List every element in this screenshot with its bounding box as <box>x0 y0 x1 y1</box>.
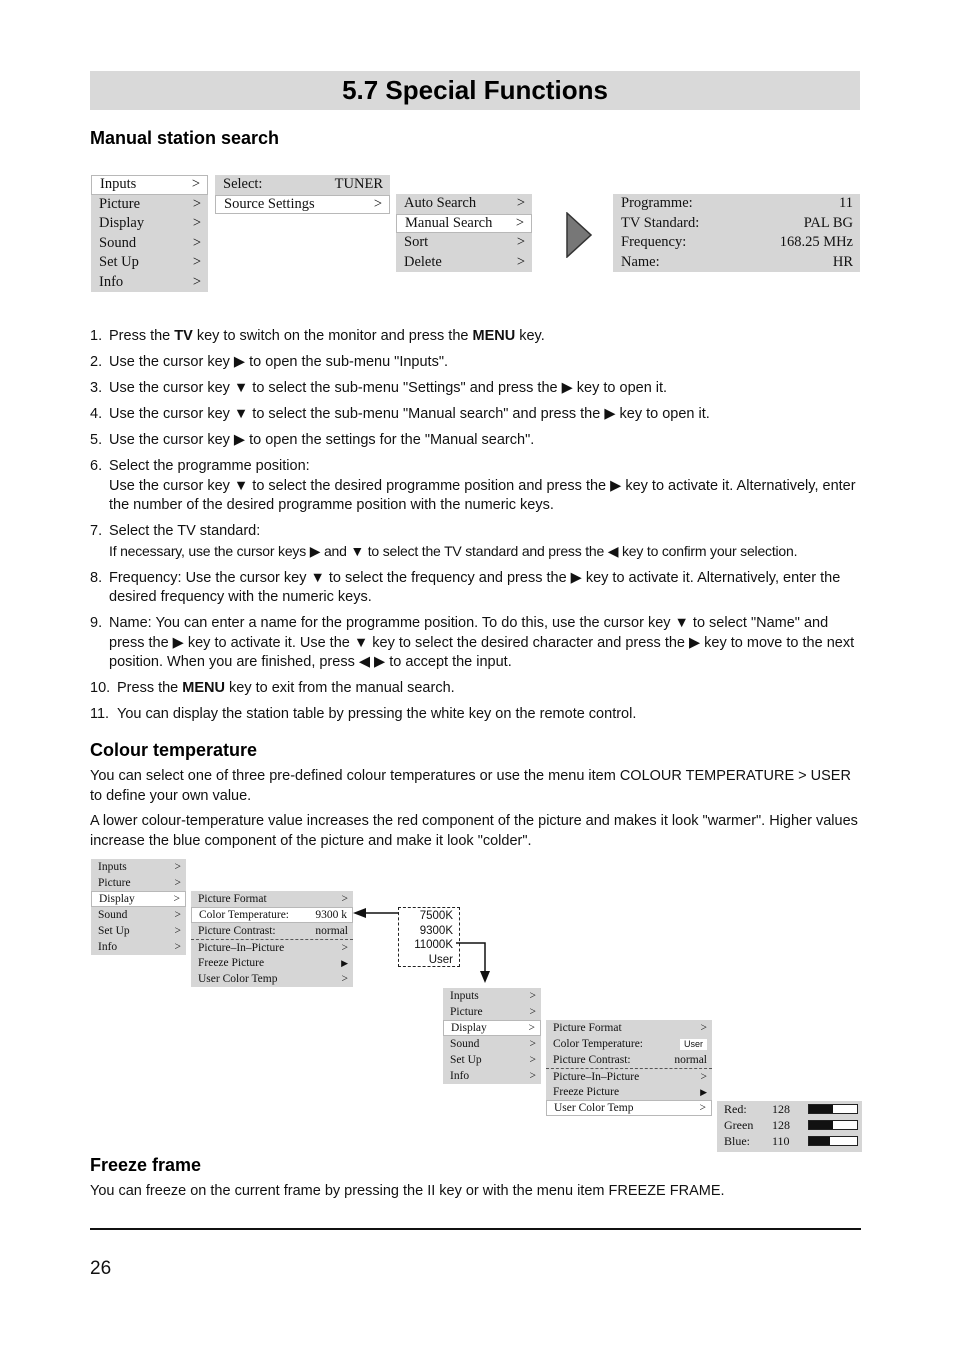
picture-format-item[interactable]: Picture Format > <box>553 1022 707 1034</box>
page-title: 5.7 Special Functions <box>342 75 608 105</box>
colour-paragraph-1: You can select one of three pre-defined colour temperatures or use the menu item COLOUR TEMPERATURE > USER to define your own value. <box>90 768 851 804</box>
list-item: 2. Use the cursor key ▶ to open the sub-menu "Inputs". <box>90 354 449 370</box>
auto-search-item[interactable]: Auto Search > <box>404 195 525 212</box>
arrow-down-icon <box>455 935 495 985</box>
green-row[interactable]: Green 128 <box>717 1117 862 1133</box>
list-item: 10. Press the MENU key to exit from the manual search. <box>90 680 455 696</box>
user-value-box: User <box>680 1039 707 1050</box>
programme-row[interactable]: Programme: 11 <box>621 195 853 212</box>
menu-item-info[interactable]: Info > <box>99 273 201 290</box>
source-settings-row[interactable]: Source Settings > <box>215 195 390 215</box>
delete-item[interactable]: Delete > <box>404 253 525 270</box>
blue-row[interactable]: Blue: 110 <box>717 1133 862 1149</box>
name-row[interactable]: Name: HR <box>621 253 853 270</box>
main-menu-small-a <box>91 859 186 955</box>
color-temperature-item[interactable]: Color Temperature: User <box>546 1036 712 1052</box>
option-7500k[interactable]: 7500K <box>419 910 453 922</box>
inputs-submenu <box>215 175 390 214</box>
play-arrow-icon <box>566 212 592 258</box>
menu-item-sound[interactable]: Sound > <box>99 234 201 251</box>
manual-search-item[interactable]: Manual Search > <box>396 214 532 234</box>
section-heading-colour: Colour temperature <box>90 740 258 760</box>
green-slider[interactable] <box>808 1120 858 1130</box>
list-item: 3. Use the cursor key ▼ to select the sub-menu "Settings" and press the ▶ key to open it. <box>90 380 668 396</box>
picture-contrast-item[interactable]: Picture Contrast: normal <box>198 925 348 937</box>
user-color-temp-item[interactable]: User Color Temp > <box>198 973 348 985</box>
menu-item-setup[interactable]: Set Up > <box>99 254 201 271</box>
arrow-left-icon <box>352 905 402 921</box>
menu-item-picture[interactable]: Picture > <box>450 1006 536 1018</box>
manual-search-panel <box>613 194 860 272</box>
menu-item-display[interactable]: Display > <box>91 891 186 907</box>
pip-item[interactable]: Picture–In–Picture > <box>191 939 353 955</box>
menu-item-inputs[interactable]: Inputs > <box>98 861 181 873</box>
list-item: 4. Use the cursor key ▼ to select the sub-menu "Manual search" and press the ▶ key to open it. <box>90 406 710 422</box>
main-menu <box>91 175 208 292</box>
menu-item-display[interactable]: Display > <box>99 215 201 232</box>
tv-standard-row[interactable]: TV Standard: PAL BG <box>621 214 853 231</box>
footer-divider <box>90 1228 861 1230</box>
colour-paragraph-2: A lower colour-temperature value increases the red component of the picture and makes it look "warmer". Higher values increase the blue component of the picture and make it look "colder". <box>90 813 858 849</box>
menu-item-info[interactable]: Info > <box>98 941 181 953</box>
menu-item-sound[interactable]: Sound > <box>450 1038 536 1050</box>
rgb-panel <box>717 1101 862 1152</box>
page-number: 26 <box>90 1258 112 1279</box>
sort-item[interactable]: Sort > <box>404 234 525 251</box>
pip-item[interactable]: Picture–In–Picture > <box>546 1068 712 1084</box>
menu-item-display[interactable]: Display > <box>443 1020 541 1036</box>
freeze-picture-item[interactable]: Freeze Picture ▶ <box>198 957 348 969</box>
menu-item-inputs[interactable]: Inputs > <box>91 175 208 195</box>
section-heading-freeze: Freeze frame <box>90 1155 202 1175</box>
page-title-bar <box>90 71 860 110</box>
temperature-options <box>398 907 460 967</box>
color-temperature-item[interactable]: Color Temperature: 9300 k <box>191 907 353 923</box>
menu-item-inputs[interactable]: Inputs > <box>450 990 536 1002</box>
list-item: 7. Select the TV standard: If necessary, use the cursor keys ▶ and ▼ to select the TV standard and press the ◀ key to confirm your selection. <box>90 523 798 559</box>
freeze-picture-item[interactable]: Freeze Picture ▶ <box>553 1086 707 1098</box>
menu-item-picture[interactable]: Picture > <box>99 195 201 212</box>
settings-submenu <box>396 194 532 272</box>
user-color-temp-item[interactable]: User Color Temp > <box>546 1100 712 1116</box>
menu-item-setup[interactable]: Set Up > <box>450 1054 536 1066</box>
option-11000k[interactable]: 11000K <box>414 939 453 951</box>
display-submenu-b <box>546 1020 712 1116</box>
main-menu-small-b <box>443 988 541 1084</box>
menu-item-picture[interactable]: Picture > <box>98 877 181 889</box>
picture-contrast-item[interactable]: Picture Contrast: normal <box>553 1054 707 1066</box>
select-row[interactable]: Select: TUNER <box>223 176 383 193</box>
list-item: 1. Press the TV key to switch on the monitor and press the MENU key. <box>90 328 545 344</box>
section-heading-manual: Manual station search <box>90 128 280 148</box>
list-item: 8. Frequency: Use the cursor key ▼ to select the frequency and press the ▶ key to activate it. Alternatively, enter the desired frequency with the numeric keys. <box>90 569 841 605</box>
menu-item-info[interactable]: Info > <box>450 1070 536 1082</box>
frequency-row[interactable]: Frequency: 168.25 MHz <box>621 234 853 251</box>
display-submenu-a <box>191 891 353 987</box>
option-9300k[interactable]: 9300K <box>419 924 453 937</box>
menu-item-setup[interactable]: Set Up > <box>98 925 181 937</box>
list-item: 5. Use the cursor key ▶ to open the settings for the "Manual search". <box>90 432 535 448</box>
red-slider[interactable] <box>808 1104 858 1114</box>
instruction-list <box>90 327 860 731</box>
list-item: 9. Name: You can enter a name for the programme position. To do this, use the cursor key ▼ to select "Name" and press the ▶ key to activate it. Use the ▼ key to select the desired character and press the ▶ key to move to the next position. When you are finished, press ◀ ▶ to accept the input. <box>90 615 855 670</box>
picture-format-item[interactable]: Picture Format > <box>198 893 348 905</box>
menu-item-sound[interactable]: Sound > <box>98 909 181 921</box>
red-row[interactable]: Red: 128 <box>717 1101 862 1117</box>
freeze-paragraph: You can freeze on the current frame by pressing the II key or with the menu item FREEZE FRAME. <box>90 1183 725 1199</box>
list-item: 11. You can display the station table by pressing the white key on the remote control. <box>90 706 637 722</box>
list-item: 6. Select the programme position: Use the cursor key ▼ to select the desired programme position and press the ▶ key to activate it. Alternatively, enter the number of the desired programme position with the numeric keys. <box>90 458 856 513</box>
blue-slider[interactable] <box>808 1136 858 1146</box>
option-user[interactable]: User <box>428 953 453 966</box>
